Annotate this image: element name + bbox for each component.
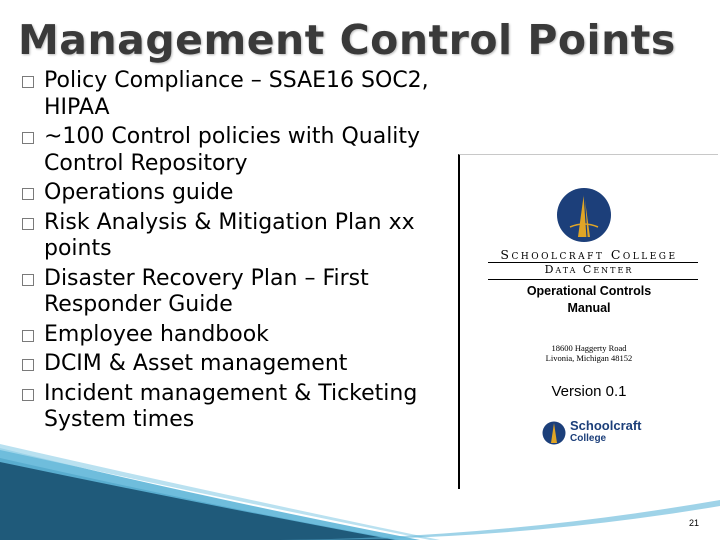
cover-divider	[488, 279, 698, 280]
manual-cover-image	[458, 154, 718, 489]
cover-department: Data Center	[544, 263, 634, 276]
bullet-box-icon	[22, 188, 34, 200]
cover-college-name: Schoolcraft College	[500, 247, 678, 262]
bullet-text: ~100 Control policies with Quality Control Repository	[44, 124, 421, 176]
logo-line: Schoolcraft	[570, 418, 642, 433]
bullet-text: Employee handbook	[44, 321, 269, 347]
bullet-item	[22, 124, 472, 177]
cover-title-line: Operational Controls	[526, 284, 652, 298]
bullet-item	[22, 68, 472, 121]
bullet-box-icon	[22, 218, 34, 230]
logo-line: College	[570, 433, 607, 444]
cover-address	[460, 343, 718, 363]
bullet-box-icon	[22, 132, 34, 144]
bullet-text: Disaster Recovery Plan – First Responder Guide	[44, 265, 369, 317]
cover-address-line: 18600 Haggerty Road	[551, 343, 627, 353]
cover-version: Version 0.1	[551, 383, 627, 400]
bullet-box-icon	[22, 330, 34, 342]
bullet-text: Risk Analysis & Mitigation Plan xx points	[44, 209, 415, 261]
footer-swoosh	[0, 440, 720, 540]
bullet-item	[22, 351, 472, 378]
slide-title: Management Control Points	[18, 16, 676, 64]
bullet-text: DCIM & Asset management	[44, 351, 348, 376]
bullet-box-icon	[22, 359, 34, 371]
page-number: 21	[689, 518, 700, 528]
cover-address-line: Livonia, Michigan 48152	[545, 353, 633, 363]
bullet-text: Operations guide	[44, 180, 234, 205]
bullet-item	[22, 210, 472, 263]
cover-manual-title	[460, 283, 718, 317]
bullet-item	[22, 322, 472, 349]
bullet-item	[22, 266, 472, 319]
bullet-item	[22, 381, 472, 434]
bullet-text: Incident management & Ticketing System times	[44, 380, 418, 432]
bullet-list	[22, 68, 472, 437]
bullet-text: Policy Compliance – SSAE16 SOC2, HIPAA	[44, 68, 429, 120]
cover-title-line: Manual	[567, 301, 611, 315]
college-seal-icon	[556, 187, 612, 243]
bullet-box-icon	[22, 389, 34, 401]
bullet-box-icon	[22, 274, 34, 286]
bullet-item	[22, 180, 472, 207]
bullet-box-icon	[22, 76, 34, 88]
